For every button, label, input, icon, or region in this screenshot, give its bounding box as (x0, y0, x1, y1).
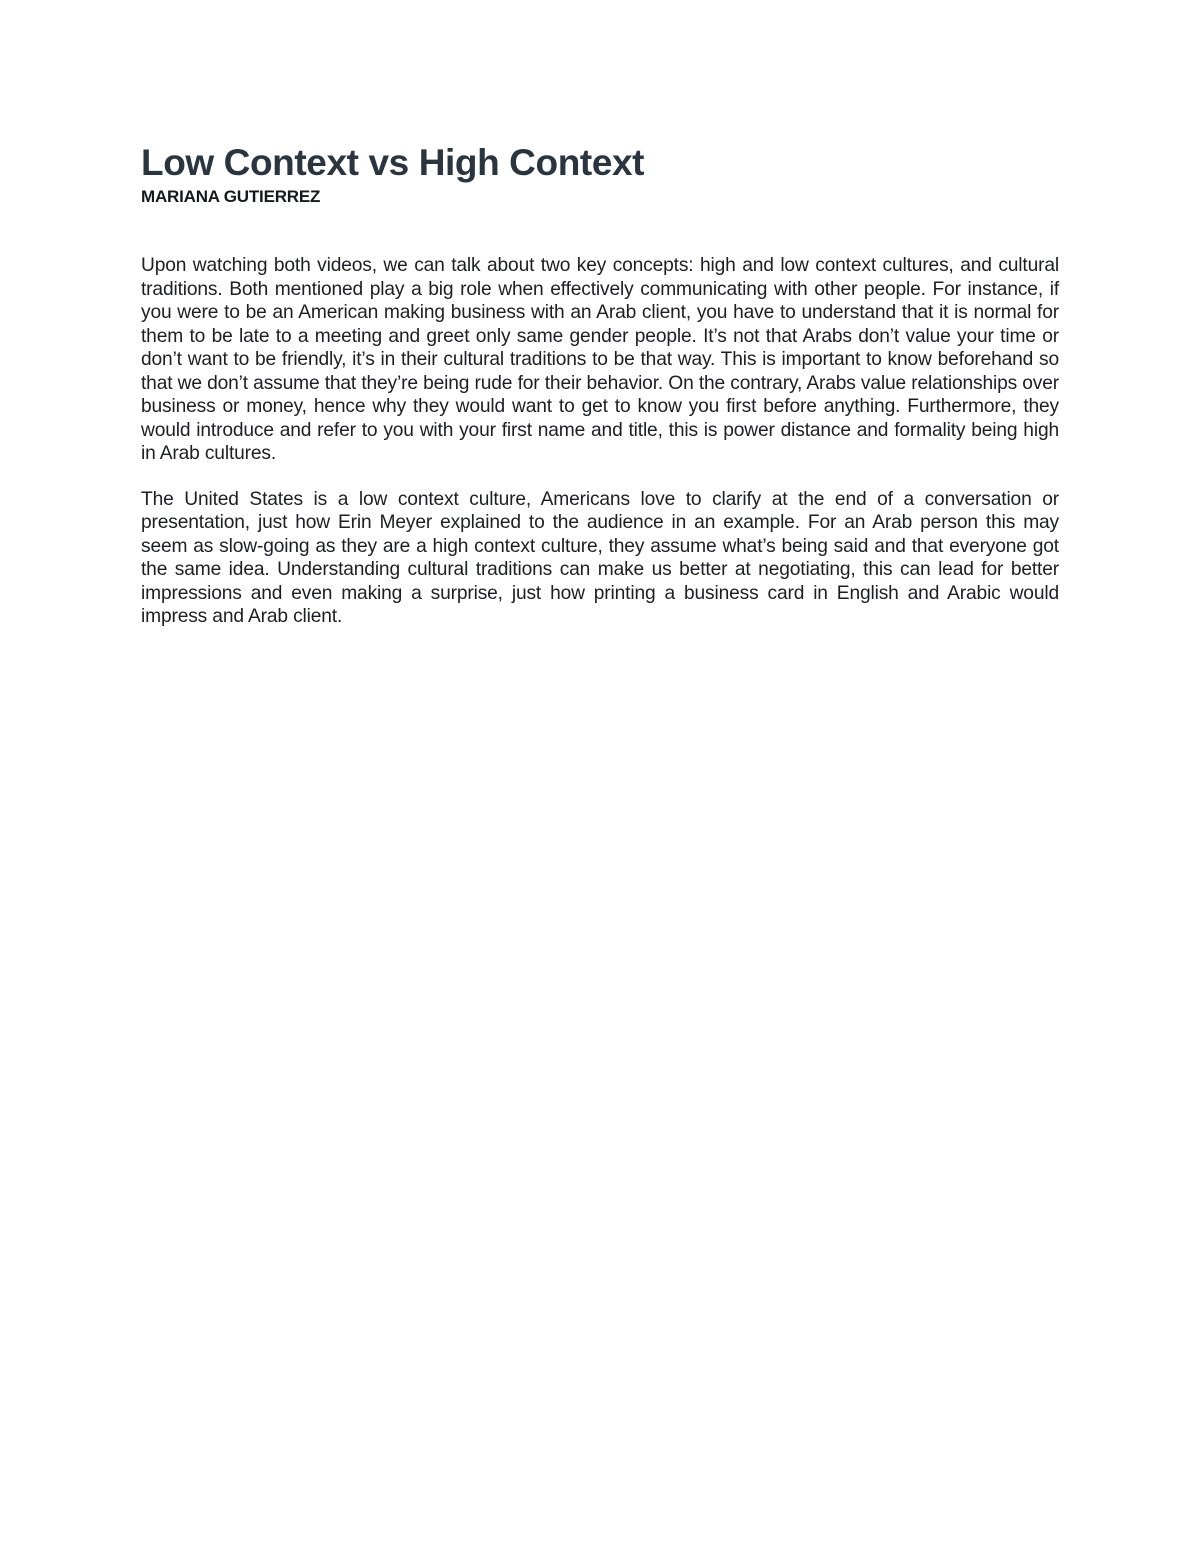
document-author: MARIANA GUTIERREZ (141, 187, 321, 206)
document-title: Low Context vs High Context (141, 142, 645, 183)
paragraph-2: The United States is a low context culture, Americans love to clarify at the end of a conversation or presentation, just how Erin Meyer explained to the audience in an example. For an Arab person this may seem as slow-going as they are a high context culture, they assume what’s being said and that everyone got the same idea. Understanding cultural traditions can make us better at negotiating, this can lead for better impressions and even making a surprise, just how printing a business card in English and Arabic would impress and Arab client. (141, 488, 1059, 627)
paragraph-1: Upon watching both videos, we can talk about two key concepts: high and low context cultures, and cultural traditions. Both mentioned play a big role when effectively communicating with other people. For instance, if you were to be an American making business with an Arab client, you have to understand that it is normal for them to be late to a meeting and greet only same gender people. It’s not that Arabs don’t value your time or don’t want to be friendly, it’s in their cultural traditions to be that way. This is important to know beforehand so that we don’t assume that they’re being rude for their behavior. On the contrary, Arabs value relationships over business or money, hence why they would want to get to know you first before anything. Furthermore, they would introduce and refer to you with your first name and title, this is power distance and formality being high in Arab cultures. (141, 255, 1059, 464)
document-content (141, 140, 1059, 651)
document-body (141, 254, 1059, 629)
